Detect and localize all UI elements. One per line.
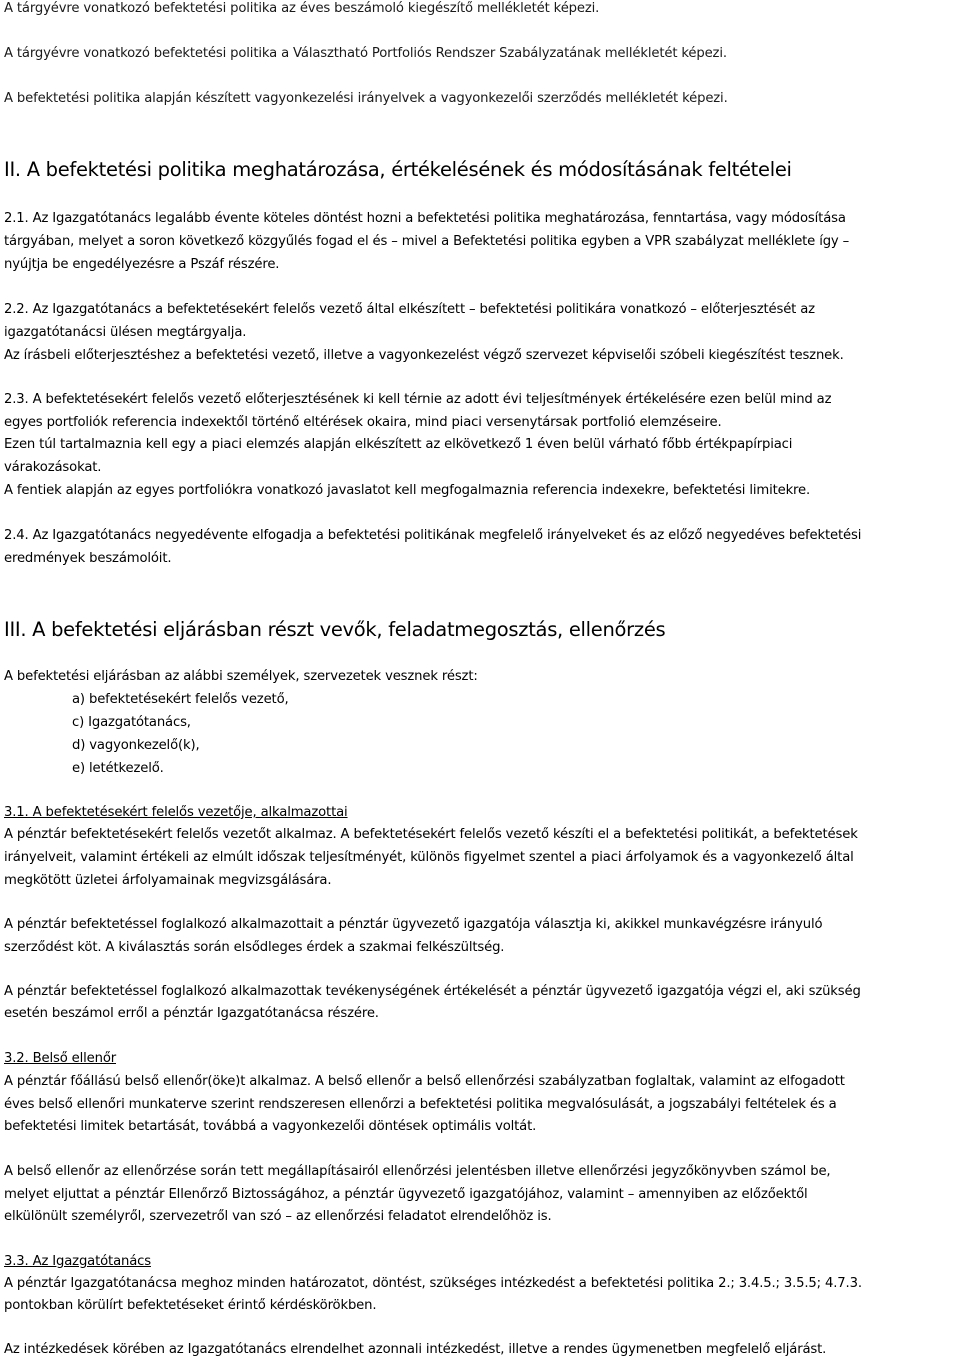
paragraph-line: pontokban körülírt befektetéseket érintő kérdéskörökben.: [4, 1298, 377, 1313]
paragraph-line: A pénztár Igazgatótanácsa meghoz minden határozatot, döntést, szükséges intézkedést a befektetési politika 2.; 3.4.5.; 3.5.5; 4.7.3.: [4, 1276, 862, 1291]
paragraph-line: nyújtja be engedélyezésre a Pszáf részére.: [4, 257, 280, 272]
paragraph-line: Az intézkedések körében az Igazgatótanács elrendelhet azonnali intézkedést, illetve a rendes ügymenetben megfelelő eljárást.: [4, 1342, 827, 1357]
list-item: a) befektetésekért felelős vezető,: [72, 692, 289, 707]
paragraph-line: eredmények beszámolóit.: [4, 551, 172, 566]
paragraph-line: A pénztár főállású belső ellenőr(öke)t alkalmaz. A belső ellenőr a belső ellenőrzési szabályzatban foglaltak, valamint az elfogadott: [4, 1074, 845, 1089]
section-heading: II. A befektetési politika meghatározása, értékelésének és módosításának feltételei: [4, 158, 792, 181]
paragraph-line: 2.3. A befektetésekért felelős vezető előterjesztésének ki kell térnie az adott évi teljesítmények értékelésére ezen belül mind az: [4, 392, 832, 407]
subsection-title: 3.1. A befektetésekért felelős vezetője, alkalmazottai: [4, 805, 348, 820]
paragraph-line: A pénztár befektetésekért felelős vezetőt alkalmaz. A befektetésekért felelős vezető készíti el a befektetési politikát, a befektetések: [4, 827, 858, 842]
paragraph-line: éves belső ellenőri munkaterve szerint rendszeresen ellenőrzi a befektetési politika megvalósulását, a jogszabályi feltételek és a: [4, 1097, 837, 1112]
paragraph-line: 2.4. Az Igazgatótanács negyedévente elfogadja a befektetési politikának megfelelő irányelveket és az előző negyedéves befektetési: [4, 528, 862, 543]
paragraph-line: A befektetési eljárásban az alábbi személyek, szervezetek vesznek részt:: [4, 669, 478, 684]
intro-paragraph: A befektetési politika alapján készített vagyonkezelési irányelvek a vagyonkezelői szerződés mellékletét képezi.: [4, 91, 728, 106]
paragraph-line: egyes portfoliók referencia indexektől történő eltérések okaira, mind piaci versenytársak portfolió elemzéseire.: [4, 415, 722, 430]
paragraph-line: elkülönült személyről, szervezetről van szó – az ellenőrzési feladatot elrendelőhöz is.: [4, 1209, 552, 1224]
subsection-title: 3.2. Belső ellenőr: [4, 1051, 117, 1066]
subsection-title: 3.3. Az Igazgatótanács: [4, 1254, 151, 1269]
paragraph-line: tárgyában, melyet a soron következő közgyűlés fogad el és – mivel a Befektetési politika egyben a VPR szabályzat melléklete így –: [4, 234, 850, 249]
paragraph-line: A pénztár befektetéssel foglalkozó alkalmazottait a pénztár ügyvezető igazgatója választja ki, akikkel munkavégzésre irányuló: [4, 917, 823, 932]
paragraph-line: szerződést köt. A kiválasztás során elsődleges érdek a szakmai felkészültség.: [4, 940, 505, 955]
paragraph-line: esetén beszámol erről a pénztár Igazgatótanácsa részére.: [4, 1006, 379, 1021]
list-item: e) letétkezelő.: [72, 761, 164, 776]
section-heading: III. A befektetési eljárásban részt vevők, feladatmegosztás, ellenőrzés: [4, 618, 666, 641]
paragraph-line: 2.1. Az Igazgatótanács legalább évente köteles döntést hozni a befektetési politika meghatározása, fenntartása, vagy módosítása: [4, 211, 846, 226]
paragraph-line: A belső ellenőr az ellenőrzése során tett megállapításairól ellenőrzési jelentésben illetve ellenőrzési jegyzőkönyvben számol be,: [4, 1164, 831, 1179]
paragraph-line: A fentiek alapján az egyes portfoliókra vonatkozó javaslatot kell megfogalmaznia referencia indexekre, befektetési limitekre.: [4, 483, 811, 498]
paragraph-line: megkötött üzletei árfolyamainak megvizsgálására.: [4, 873, 332, 888]
paragraph-line: befektetési limitek betartását, továbbá a vagyonkezelői döntések optimális voltát.: [4, 1119, 537, 1134]
paragraph-line: várakozásokat.: [4, 460, 102, 475]
intro-paragraph: A tárgyévre vonatkozó befektetési politika a Választható Portfoliós Rendszer Szabályzatának mellékletét képezi.: [4, 46, 727, 61]
paragraph-line: A pénztár befektetéssel foglalkozó alkalmazottak tevékenységének értékelését a pénztár ügyvezető igazgatója végzi el, aki szükség: [4, 984, 861, 999]
intro-paragraph: A tárgyévre vonatkozó befektetési politika az éves beszámoló kiegészítő mellékletét képezi.: [4, 1, 600, 16]
list-item: c) Igazgatótanács,: [72, 715, 191, 730]
paragraph-line: irányelveit, valamint értékeli az elmúlt időszak teljesítményét, különös figyelmet szentel a piaci árfolyamok és a vagyonkezelő által: [4, 850, 854, 865]
paragraph-line: igazgatótanácsi ülésen megtárgyalja.: [4, 325, 247, 340]
list-item: d) vagyonkezelő(k),: [72, 738, 200, 753]
paragraph-line: 2.2. Az Igazgatótanács a befektetésekért felelős vezető által elkészített – befektetési politikára vonatkozó – előterjesztését az: [4, 302, 815, 317]
paragraph-line: Az írásbeli előterjesztéshez a befektetési vezető, illetve a vagyonkezelést végző szervezet képviselői szóbeli kiegészítést tesznek.: [4, 348, 844, 363]
paragraph-line: melyet eljuttat a pénztár Ellenőrző Biztosságához, a pénztár ügyvezető igazgatójához, valamint – amennyiben az előzőektől: [4, 1187, 808, 1202]
paragraph-line: Ezen túl tartalmaznia kell egy a piaci elemzés alapján elkészített az elkövetkező 1 éven belül várható főbb értékpapírpiaci: [4, 437, 793, 452]
